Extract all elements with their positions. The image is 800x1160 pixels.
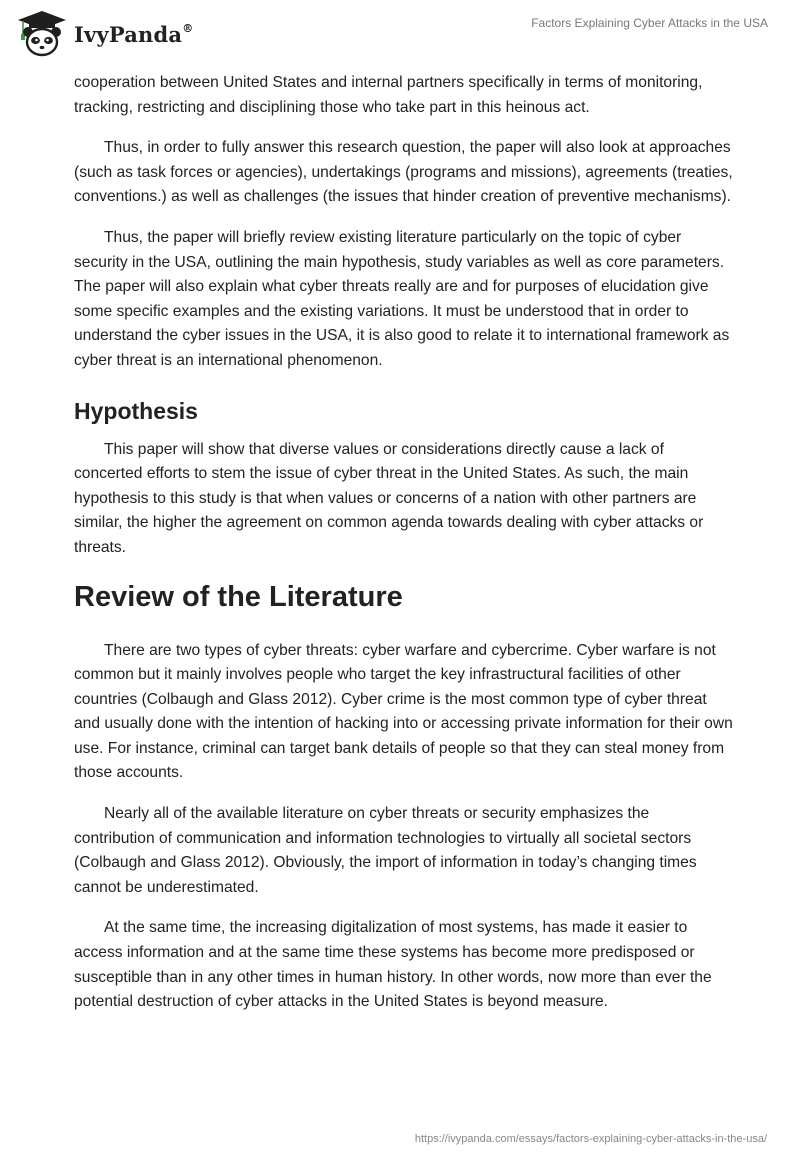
paragraph: cooperation between United States and internal partners specifically in terms of monitoring, tracking, restricting and disciplining those who take part in this heinous act.	[74, 74, 703, 116]
section-heading-hypothesis: Hypothesis	[74, 397, 198, 424]
brand-name: IvyPanda®	[74, 21, 194, 47]
essay-body	[74, 71, 734, 1031]
paragraph: At the same time, the increasing digitalization of most systems, has made it easier to access information and at the same time these systems has become more predisposed or susceptible than in any other times in human history. In other words, now more than ever the potential destruction of cyber attacks in the United States is beyond measure.	[74, 919, 712, 1011]
source-url[interactable]: https://ivypanda.com/essays/factors-explaining-cyber-attacks-in-the-usa/	[414, 1133, 767, 1145]
document-title: Factors Explaining Cyber Attacks in the USA	[531, 16, 768, 30]
panda-graduate-icon	[14, 8, 70, 60]
brand-logo[interactable]	[14, 8, 193, 60]
paragraph: Thus, in order to fully answer this research question, the paper will also look at approaches (such as task forces or agencies), undertakings (programs and missions), agreements (treaties, conventions.) as well as challenges (the issues that hinder creation of preventive mechanisms).	[74, 139, 733, 206]
section-heading-review: Review of the Literature	[74, 580, 403, 613]
page-header	[0, 0, 800, 66]
paragraph: There are two types of cyber threats: cyber warfare and cybercrime. Cyber warfare is not common but it mainly involves people who target the key infrastructural facilities of other countries (Colbaugh and Glass 2012). Cyber crime is the most common type of cyber threat and usually done with the intention of hacking into or accessing private information for their own use. For instance, criminal can target bank details of people so that they can steal money from those accounts.	[74, 641, 733, 782]
paragraph: Thus, the paper will briefly review existing literature particularly on the topic of cyber security in the USA, outlining the main hypothesis, study variables as well as core parameters. The paper will also explain what cyber threats really are and for purposes of elucidation give some specific examples and the existing variations. It must be understood that in order to understand the cyber issues in the USA, it is also good to relate it to international framework as cyber threat is an international phenomenon.	[74, 228, 730, 369]
registered-mark: ®	[182, 21, 194, 35]
paragraph: Nearly all of the available literature on cyber threats or security emphasizes the contribution of communication and information technologies to virtually all societal sectors (Colbaugh and Glass 2012). Obviously, the import of information in today’s changing times cannot be underestimated.	[74, 805, 697, 896]
paragraph: This paper will show that diverse values or considerations directly cause a lack of concerted efforts to stem the issue of cyber threat in the United States. As such, the main hypothesis to this study is that when values or concerns of a nation with other partners are similar, the higher the agreement on common agenda towards dealing with cyber attacks or threats.	[74, 440, 704, 556]
